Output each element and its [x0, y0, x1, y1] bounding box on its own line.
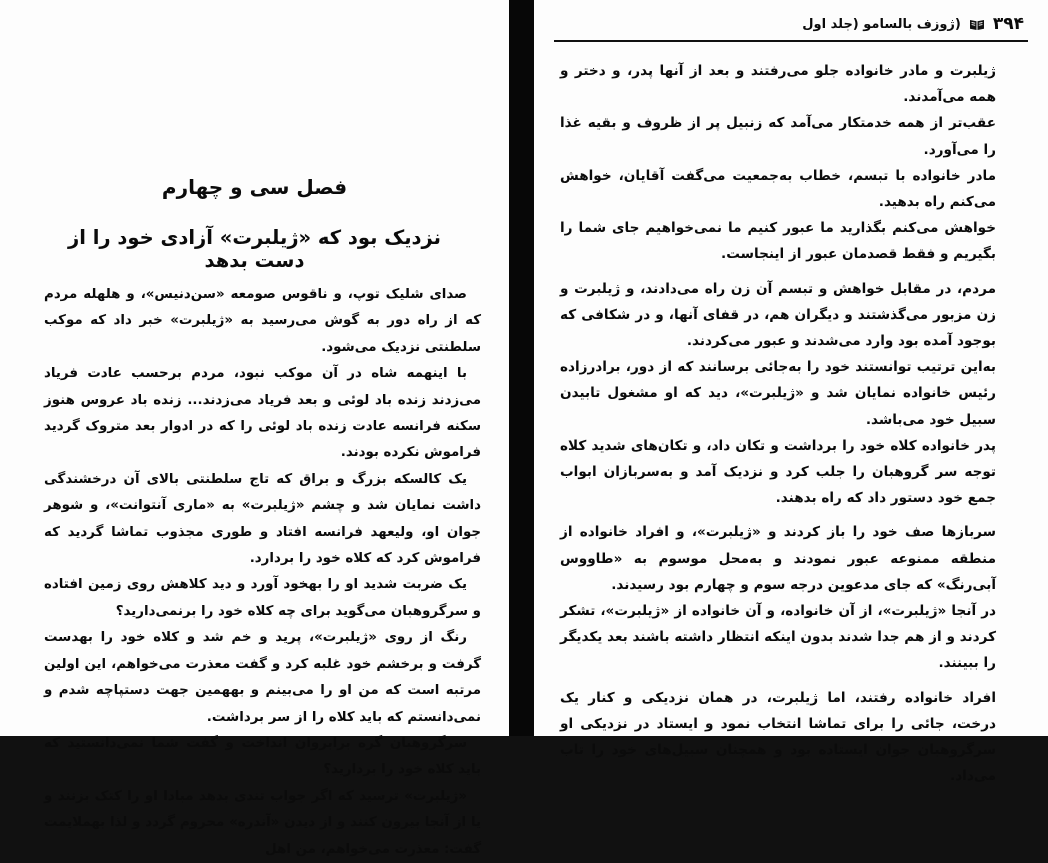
paragraph: یک ضربت شدید او را بهخود آورد و دید کلاهش روی زمین افتاده و سرگروهبان می‌گوید برای چه کلاه خود را برنمی‌دارید؟ [44, 577, 481, 619]
paragraph: مادر خانواده با تبسم، خطاب به‌جمعیت می‌گفت آقایان، خواهش می‌کنم راه بدهید. [560, 167, 996, 211]
paragraph: مردم، در مقابل خواهش و تبسم آن زن راه می‌دادند، و ژیلبرت و زن مزبور می‌گذشتند و دیگران هم، در قفای آنها، و در شکافی که بوجود آمده بود وارد می‌شدند و عبور می‌کردند. [560, 280, 996, 350]
paragraph: عقب‌تر از همه خدمتکار می‌آمد که زنبیل پر از ظروف و بقیه غذا را می‌آورد. [560, 115, 996, 158]
paragraph: با اینهمه شاه در آن موکب نبود، مردم برحسب عادت فریاد می‌زدند زنده باد لوئی و بعد فریاد می‌زدند... زنده باد عروس هنوز سکنه فرانسه عادت زنده باد لوئی را که در ادوار بعد متروک گردید فراموش نکرده بودند. [44, 366, 481, 461]
book-gutter [509, 0, 534, 736]
paragraph: صدای شلیک توپ، و ناقوس صومعه «سن‌دنیس»، و هلهله مردم که از راه دور به گوش می‌رسید به «ژیلبرت» خبر داد که موکب سلطنتی نزدیک می‌شود. [44, 287, 481, 355]
chapter-title: فصل سی و چهارم [161, 175, 348, 199]
header-rule [554, 40, 1028, 42]
right-page-body [560, 58, 996, 789]
chapter-subtitle: نزدیک بود که «ژیلبرت» آزادی خود را از دست بدهد [68, 226, 441, 272]
paragraph: افراد خانواده رفتند، اما ژیلبرت، در همان نزدیکی و کنار یک درخت، جائی را برای تماشا انتخاب نمود و ایستاد در نزدیکی او سرگروهبان جوان ایستاده بود و همچنان سبیل‌های خود را تاب می‌داد. [560, 689, 996, 785]
paragraph: سرگروهبان گره برابروان انداخت و گفت شما نمی‌دانستید که باید کلاه خود را بردارید؟ [44, 735, 481, 778]
paragraph: رنگ از روی «ژیلبرت»، پرید و خم شد و کلاه خود را بهدست گرفت و برخشم خود غلبه کرد و گفت معذرت می‌خواهم، این اولین مرتبه است که من او را می‌بینم و بههمین جهت دستپاچه شدم و نمی‌دانستم که باید کلاه را از سر برداشت. [44, 630, 481, 725]
left-page-body [44, 282, 481, 863]
paragraph: ژیلبرت و مادر خانواده جلو می‌رفتند و بعد از آنها پدر، و دختر و همه می‌آمدند. [560, 63, 996, 106]
running-title: (ژوزف بالسامو (جلد اول [802, 16, 961, 32]
right-page [534, 0, 1048, 785]
paragraph: یک کالسکه بزرگ و براق که تاج سلطنتی بالای آن درخشندگی داشت نمایان شد و چشم «ژیلبرت» به «ماری آنتوانت»، و شوهر جوان او، ولیعهد فرانسه افتاد و طوری مجذوب تماشا گردید که فراموش کرد که کلاه خود را بردارد. [44, 471, 481, 567]
paragraph: سربازها صف خود را باز کردند و «ژیلبرت»، و افراد خانواده از منطقه ممنوعه عبور نمودند و به‌محل موسوم به «طاووس آبی‌رنگ» که جای مدعوین درجه سوم و چهارم بود رسیدند. [560, 524, 996, 593]
paragraph: به‌این ترتیب توانستند خود را به‌جائی برسانند که از دور، برادرزاده رئیس خانواده نمایان شد و «ژیلبرت»، دید که او مشغول تابیدن سبیل خود می‌باشد. [560, 359, 996, 428]
paragraph: خواهش می‌کنم بگذارید ما عبور کنیم ما نمی‌خواهیم جای شما را بگیریم و فقط قصدمان عبور از اینجاست. [560, 220, 996, 263]
paragraph: «ژیلبرت» ترسید که اگر جواب تندی بدهد مبادا او را کتک بزنند و یا از آنجا بیرون کنند و از دیدن «آندره» محروم گردد و لذا بهملایمت گفت: معذرت می‌خواهم، من اهل [44, 788, 481, 857]
open-book-icon [969, 18, 985, 31]
paragraph: در آنجا «ژیلبرت»، از آن خانواده، و آن خانواده از «ژیلبرت»، تشکر کردند و از هم جدا شدند بدون اینکه انتظار داشته باشند بعد یکدیگر را ببینند. [560, 603, 996, 672]
running-header [554, 14, 1024, 34]
left-page [0, 0, 509, 857]
page-number: ۳۹۴ [992, 14, 1024, 34]
paragraph: پدر خانواده کلاه خود را برداشت و تکان داد، و تکان‌های شدید کلاه توجه سر گروهبان را جلب کرد و نزدیک آمد و به‌سربازان ابواب جمع خود دستور داد که راه بدهند. [560, 437, 996, 507]
